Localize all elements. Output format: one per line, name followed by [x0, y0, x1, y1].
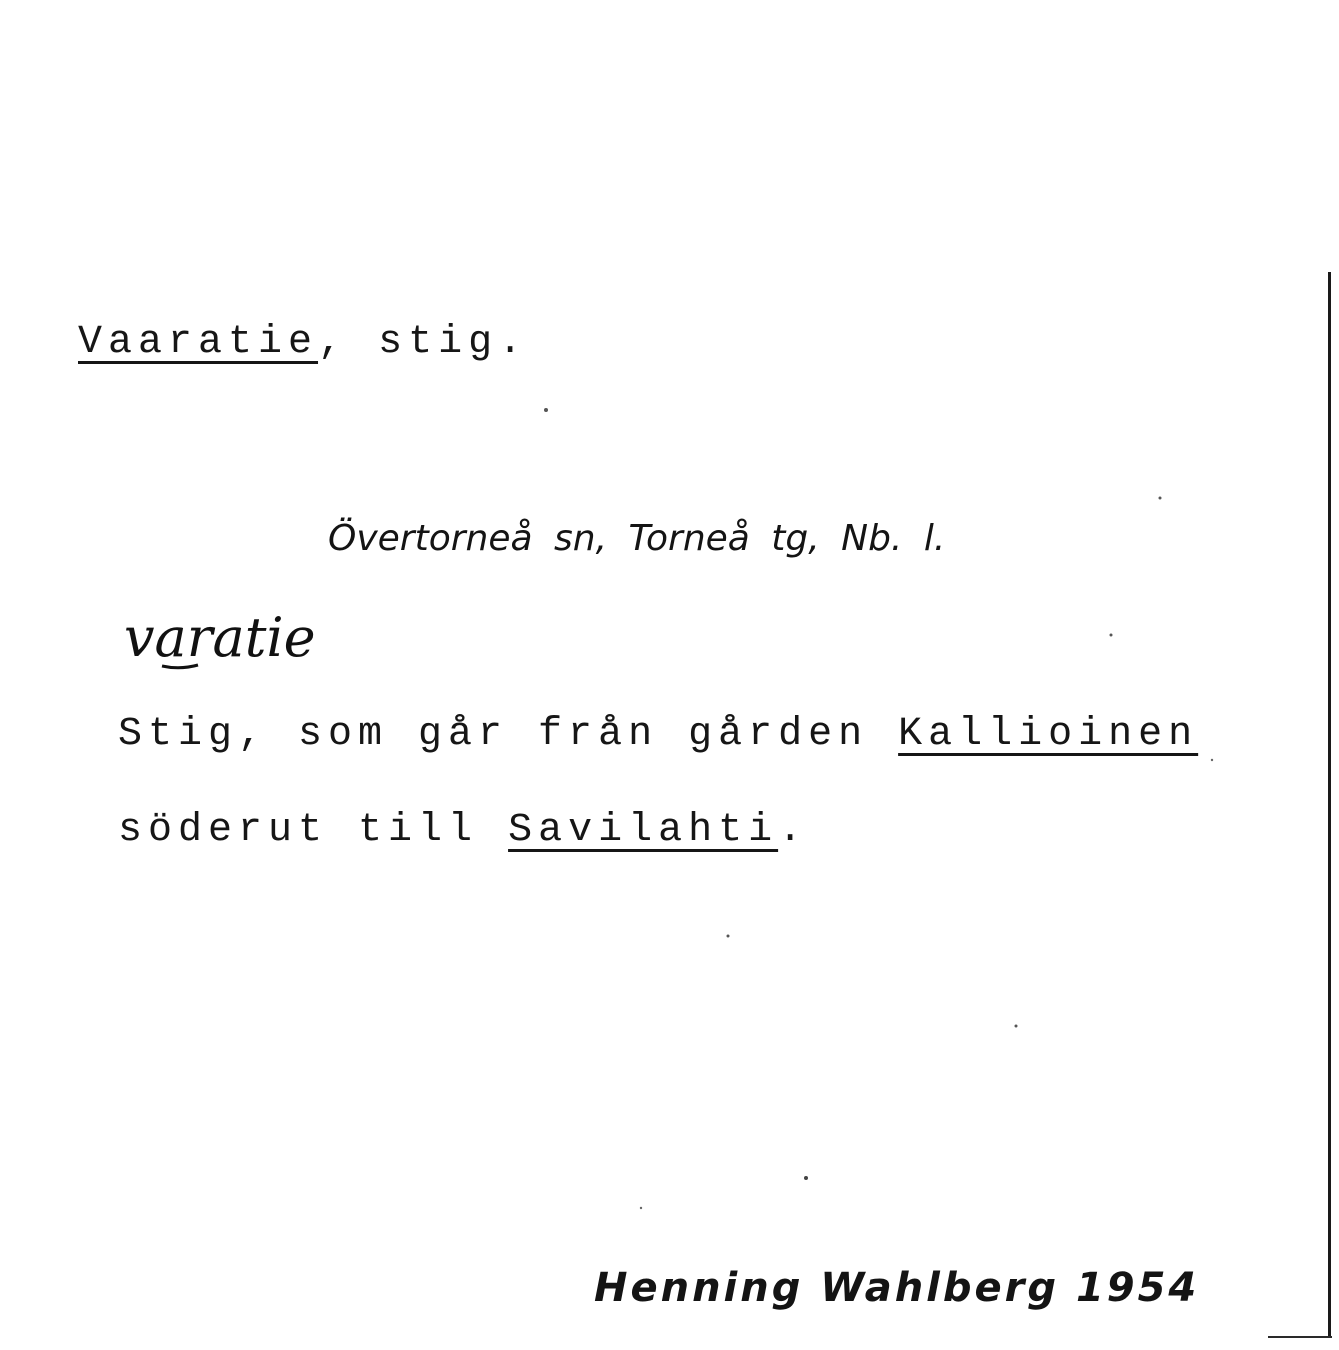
description-line-1-text: Stig, som går från gården	[118, 712, 899, 757]
card-right-edge	[1328, 272, 1331, 1338]
description-line-2-period: .	[778, 808, 809, 853]
speck	[1159, 497, 1162, 500]
entry-name: Vaaratie	[78, 320, 319, 365]
speck	[1110, 634, 1113, 637]
place-kallioinen: Kallioinen	[898, 712, 1199, 757]
location-stamp: Övertorneå sn, Torneå tg, Nb. l.	[328, 518, 946, 559]
handwritten-form	[120, 604, 420, 684]
speck	[727, 935, 730, 938]
place-savilahti: Savilahti	[508, 808, 779, 853]
card-bottom-edge	[1268, 1336, 1332, 1338]
description-line-2	[118, 808, 808, 853]
description-line-1	[118, 712, 1198, 757]
speck	[1211, 759, 1213, 761]
speck	[640, 1207, 642, 1209]
handwritten-form-text: varatie	[124, 606, 316, 669]
speck	[804, 1176, 808, 1180]
entry-name-comma: ,	[318, 320, 349, 365]
entry-category: stig.	[378, 320, 529, 365]
description-line-2-text: söderut till	[118, 808, 509, 853]
speck	[544, 408, 548, 412]
entry-heading	[78, 320, 528, 365]
signature-stamp: Henning Wahlberg 1954	[594, 1265, 1200, 1311]
speck	[1015, 1025, 1018, 1028]
